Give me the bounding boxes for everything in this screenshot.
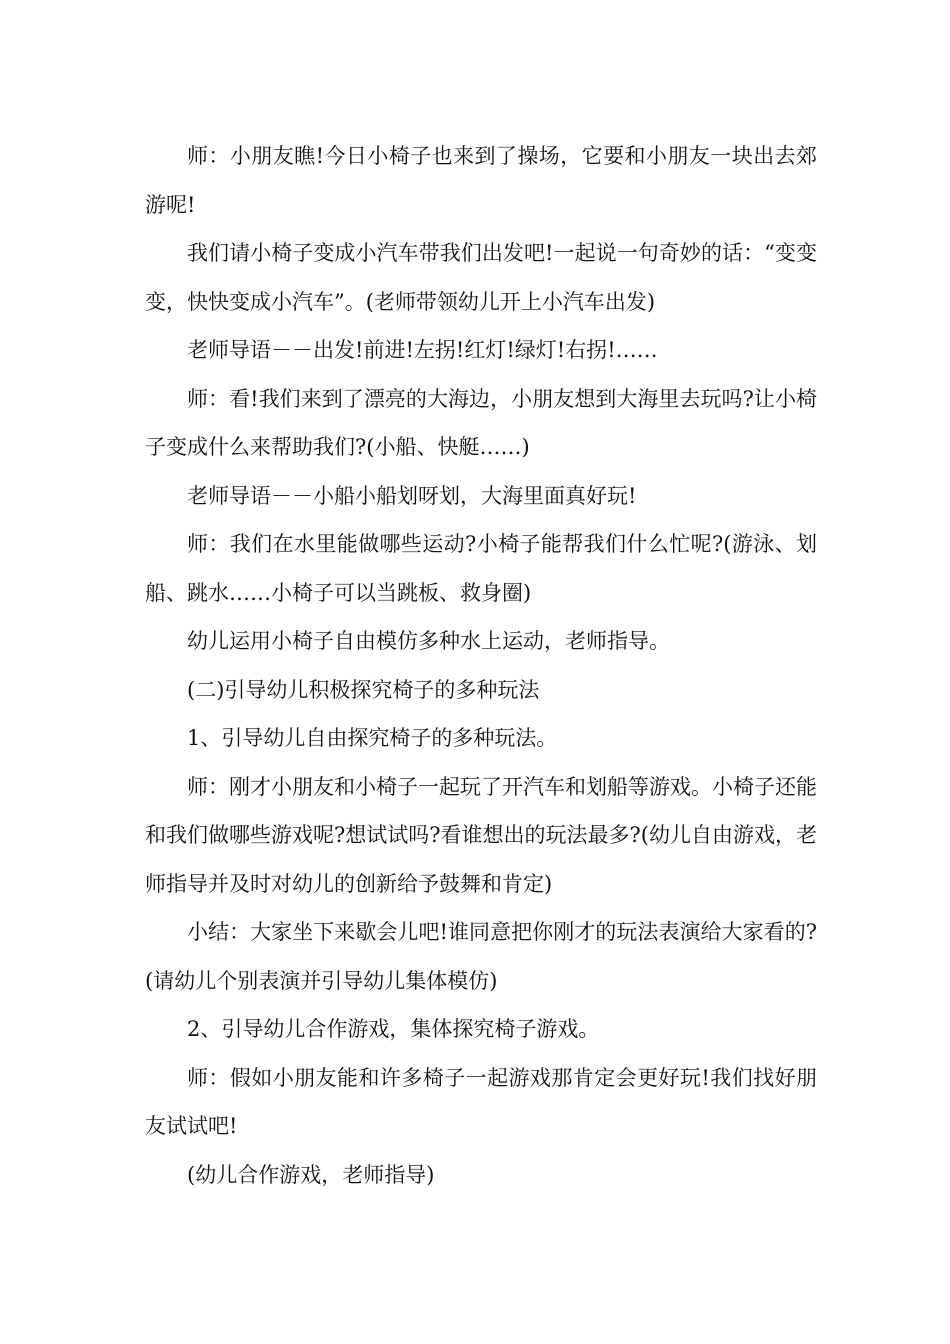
paragraph: 小结：大家坐下来歇会儿吧!谁同意把你刚才的玩法表演给大家看的?(请幼儿个别表演并引导幼儿集体模仿) (145, 920, 817, 993)
paragraph: 师：刚才小朋友和小椅子一起玩了开汽车和划船等游戏。小椅子还能和我们做哪些游戏呢?想试试吗?看谁想出的玩法最多?(幼儿自由游戏，老师指导并及时对幼儿的创新给予鼓舞和肯定) (145, 774, 817, 896)
subsection-heading: 2、引导幼儿合作游戏，集体探究椅子游戏。 (187, 1017, 600, 1041)
paragraph: 师：小朋友瞧!今日小椅子也来到了操场，它要和小朋友一块出去郊游呢! (145, 144, 817, 217)
paragraph: 师：假如小朋友能和许多椅子一起游戏那肯定会更好玩!我们找好朋友试试吧! (145, 1065, 817, 1138)
document-body (145, 132, 817, 1199)
paragraph: 师：看!我们来到了漂亮的大海边，小朋友想到大海里去玩吗?让小椅子变成什么来帮助我们?(小船、快艇……) (145, 386, 817, 459)
paragraph: 我们请小椅子变成小汽车带我们出发吧!一起说一句奇妙的话：“变变变，快快变成小汽车”。(老师带领幼儿开上小汽车出发) (145, 241, 817, 314)
paragraph: 老师导语－－出发!前进!左拐!红灯!绿灯!右拐!…… (187, 338, 658, 362)
section-heading: (二)引导幼儿积极探究椅子的多种玩法 (187, 677, 540, 702)
paragraph: 师：我们在水里能做哪些运动?小椅子能帮我们什么忙呢?(游泳、划船、跳水……小椅子可以当跳板、救身圈) (145, 532, 817, 605)
paragraph: 幼儿运用小椅子自由模仿多种水上运动，老师指导。 (187, 629, 670, 653)
paragraph: 老师导语－－小船小船划呀划，大海里面真好玩! (187, 483, 637, 508)
paragraph: (幼儿合作游戏，老师指导) (187, 1162, 435, 1187)
subsection-heading: 1、引导幼儿自由探究椅子的多种玩法。 (187, 726, 558, 750)
